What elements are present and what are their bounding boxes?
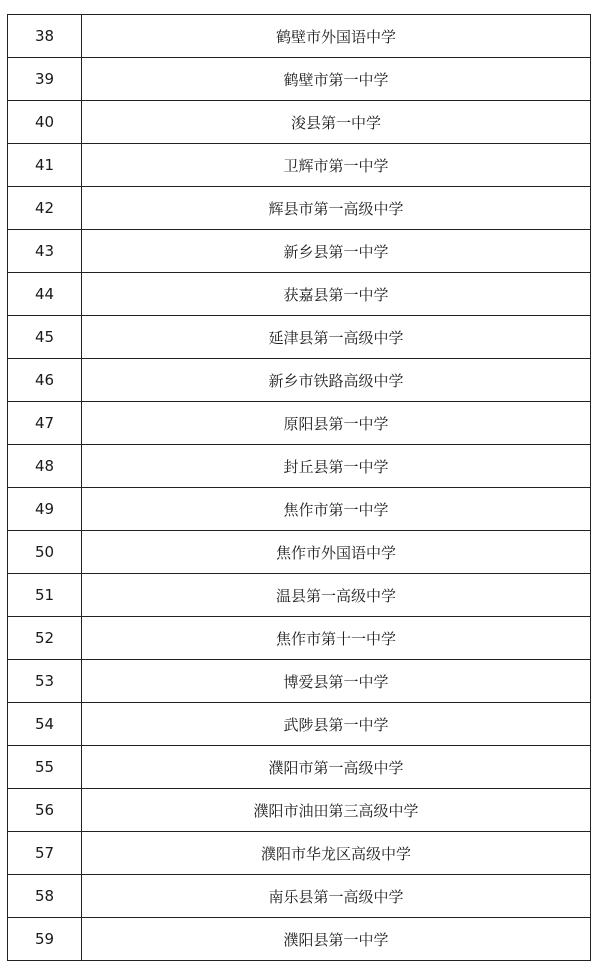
table-row: [8, 273, 591, 316]
school-name-cell: 封丘县第一中学: [82, 445, 591, 488]
row-number-cell: 52: [8, 617, 82, 660]
school-name-cell: 濮阳市油田第三高级中学: [82, 789, 591, 832]
table-row: [8, 918, 591, 961]
school-name-cell: 延津县第一高级中学: [82, 316, 591, 359]
school-name-cell: 辉县市第一高级中学: [82, 187, 591, 230]
row-number-cell: 54: [8, 703, 82, 746]
school-table-container: [7, 14, 591, 961]
row-number-cell: 58: [8, 875, 82, 918]
school-table-body: [8, 15, 591, 961]
row-number-cell: 46: [8, 359, 82, 402]
row-number-cell: 45: [8, 316, 82, 359]
table-row: [8, 789, 591, 832]
school-name-cell: 获嘉县第一中学: [82, 273, 591, 316]
row-number-cell: 51: [8, 574, 82, 617]
table-row: [8, 488, 591, 531]
table-row: [8, 316, 591, 359]
row-number-cell: 57: [8, 832, 82, 875]
table-row: [8, 402, 591, 445]
table-row: [8, 832, 591, 875]
row-number-cell: 41: [8, 144, 82, 187]
table-row: [8, 746, 591, 789]
school-name-cell: 南乐县第一高级中学: [82, 875, 591, 918]
school-name-cell: 博爱县第一中学: [82, 660, 591, 703]
table-row: [8, 187, 591, 230]
school-name-cell: 新乡县第一中学: [82, 230, 591, 273]
row-number-cell: 53: [8, 660, 82, 703]
school-name-cell: 濮阳市华龙区高级中学: [82, 832, 591, 875]
school-name-cell: 鹤壁市外国语中学: [82, 15, 591, 58]
school-name-cell: 焦作市外国语中学: [82, 531, 591, 574]
school-table: [7, 14, 591, 961]
school-name-cell: 焦作市第十一中学: [82, 617, 591, 660]
table-row: [8, 531, 591, 574]
table-row: [8, 230, 591, 273]
table-row: [8, 703, 591, 746]
school-name-cell: 武陟县第一中学: [82, 703, 591, 746]
row-number-cell: 44: [8, 273, 82, 316]
row-number-cell: 42: [8, 187, 82, 230]
school-name-cell: 温县第一高级中学: [82, 574, 591, 617]
row-number-cell: 39: [8, 58, 82, 101]
row-number-cell: 40: [8, 101, 82, 144]
table-row: [8, 574, 591, 617]
table-row: [8, 875, 591, 918]
row-number-cell: 48: [8, 445, 82, 488]
school-name-cell: 新乡市铁路高级中学: [82, 359, 591, 402]
school-name-cell: 卫辉市第一中学: [82, 144, 591, 187]
school-name-cell: 鹤壁市第一中学: [82, 58, 591, 101]
school-name-cell: 濮阳市第一高级中学: [82, 746, 591, 789]
row-number-cell: 47: [8, 402, 82, 445]
row-number-cell: 55: [8, 746, 82, 789]
row-number-cell: 49: [8, 488, 82, 531]
table-row: [8, 445, 591, 488]
row-number-cell: 59: [8, 918, 82, 961]
row-number-cell: 43: [8, 230, 82, 273]
school-name-cell: 濮阳县第一中学: [82, 918, 591, 961]
school-name-cell: 焦作市第一中学: [82, 488, 591, 531]
row-number-cell: 56: [8, 789, 82, 832]
school-name-cell: 原阳县第一中学: [82, 402, 591, 445]
row-number-cell: 50: [8, 531, 82, 574]
school-name-cell: 浚县第一中学: [82, 101, 591, 144]
table-row: [8, 660, 591, 703]
table-row: [8, 144, 591, 187]
row-number-cell: 38: [8, 15, 82, 58]
table-row: [8, 359, 591, 402]
table-row: [8, 617, 591, 660]
table-row: [8, 101, 591, 144]
table-row: [8, 58, 591, 101]
table-row: [8, 15, 591, 58]
